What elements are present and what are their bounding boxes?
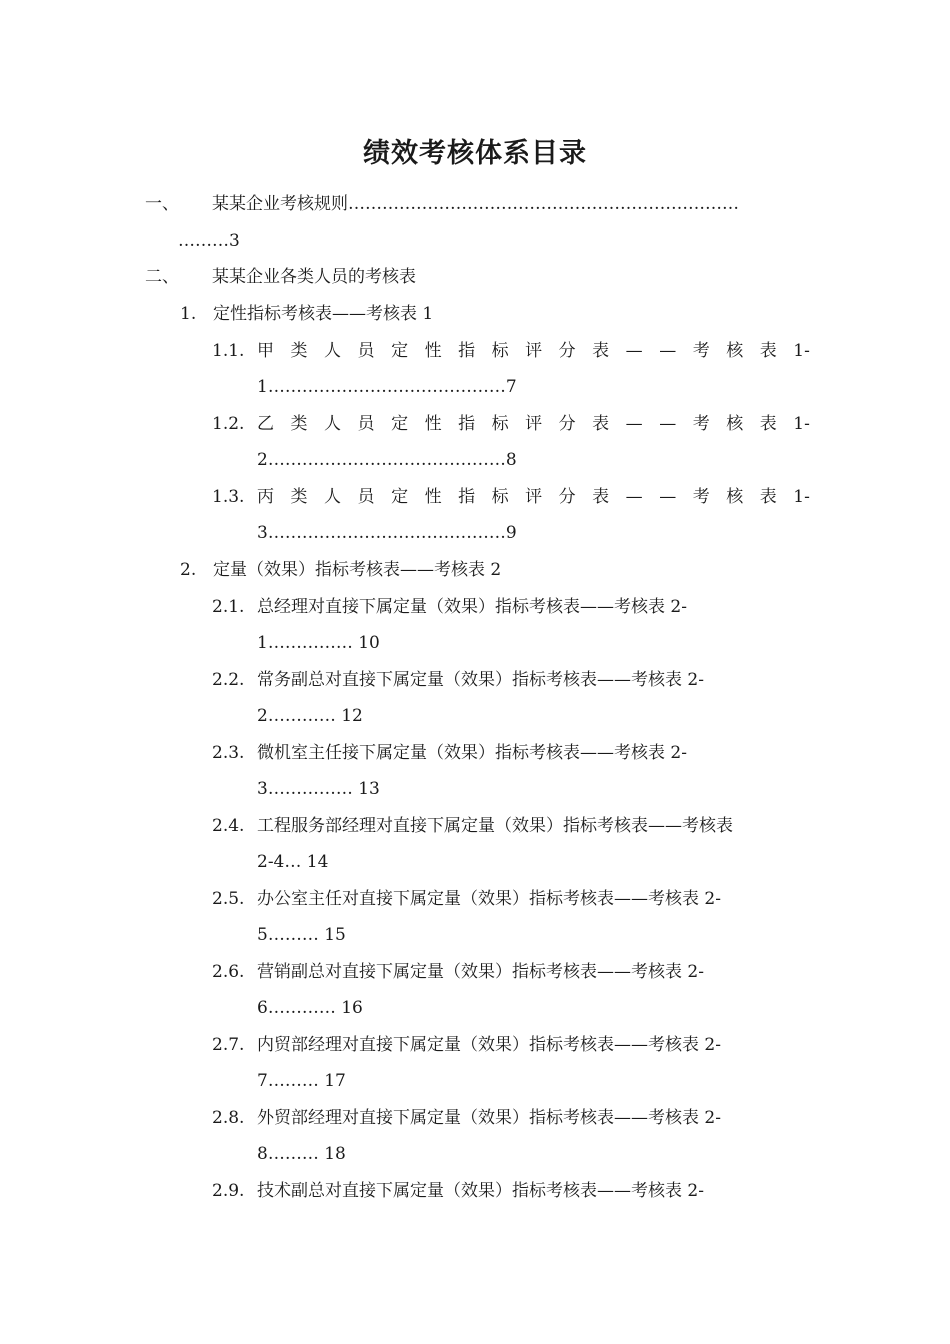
toc-entry-number: 2.2. [212,670,245,690]
toc-entry-char: 类 [290,341,308,361]
toc-entry-title: 常务副总对直接下属定量（效果）指标考核表——考核表 2- [257,670,704,690]
toc-entry-2-6-page: 6………… 16 [257,998,363,1018]
toc-entry-1-1[interactable] [212,340,810,362]
toc-entry-char: 核 [726,414,744,434]
toc-entry-2-8[interactable] [212,1107,810,1129]
toc-entry-2-5-page: 5……… 15 [257,925,346,945]
page-title: 绩效考核体系目录 [363,138,587,169]
toc-group-2[interactable] [180,559,810,581]
toc-entry-1-1-page: 1……………………………………7 [257,377,517,397]
toc-entry-char: 指 [458,341,476,361]
toc-entry-char: 员 [357,487,375,507]
toc-section-1[interactable] [145,193,810,215]
toc-group-title: 定性指标考核表——考核表 1 [213,304,434,324]
toc-section-1-page: ………3 [178,231,240,251]
toc-entry-title: 工程服务部经理对直接下属定量（效果）指标考核表——考核表 [257,816,733,836]
toc-entry-char: 性 [424,414,442,434]
toc-entry-char: 类 [290,487,308,507]
toc-entry-1-2-page: 2……………………………………8 [257,450,517,470]
toc-entry-char: 1- [793,341,810,361]
toc-entry-title [257,340,810,362]
toc-entry-char: 表 [759,414,777,434]
toc-entry-title [257,413,810,435]
toc-entry-char: 表 [759,487,777,507]
toc-entry-title: 外贸部经理对直接下属定量（效果）指标考核表——考核表 2- [257,1108,721,1128]
toc-entry-char: — [659,487,677,507]
toc-entry-number: 2.8. [212,1108,245,1128]
toc-group-title: 定量（效果）指标考核表——考核表 2 [213,560,502,580]
toc-entry-char: 员 [357,341,375,361]
toc-entry-char: 表 [592,414,610,434]
toc-entry-char: 标 [491,414,509,434]
toc-entry-1-3-page: 3……………………………………9 [257,523,517,543]
toc-entry-char: 考 [692,341,710,361]
toc-entry-number: 1.1. [212,341,245,361]
toc-group-number: 1. [180,304,197,324]
toc-entry-char: 分 [558,414,576,434]
toc-entry-title [257,486,810,508]
toc-entry-2-6[interactable] [212,961,810,983]
toc-entry-2-2[interactable] [212,669,810,691]
toc-entry-char: 员 [357,414,375,434]
toc-entry-2-7-page: 7……… 17 [257,1071,346,1091]
toc-entry-2-4-page: 2-4… 14 [257,852,329,872]
toc-entry-char: — [659,341,677,361]
toc-entry-char: 评 [525,487,543,507]
toc-group-number: 2. [180,560,197,580]
toc-entry-title: 微机室主任接下属定量（效果）指标考核表——考核表 2- [257,743,687,763]
toc-entry-2-8-page: 8……… 18 [257,1144,346,1164]
toc-entry-char: 人 [324,414,342,434]
toc-entry-char: 评 [525,414,543,434]
toc-entry-title: 内贸部经理对直接下属定量（效果）指标考核表——考核表 2- [257,1035,721,1055]
toc-entry-char: 乙 [257,414,274,434]
toc-entry-char: 表 [592,341,610,361]
toc-entry-char: 核 [726,487,744,507]
toc-entry-number: 1.3. [212,487,245,507]
toc-entry-title: 总经理对直接下属定量（效果）指标考核表——考核表 2- [257,597,687,617]
toc-entry-char: 人 [324,487,342,507]
toc-entry-2-7[interactable] [212,1034,810,1056]
toc-section-2[interactable] [145,266,810,288]
toc-entry-char: — [625,487,643,507]
toc-entry-char: 考 [692,487,710,507]
toc-entry-number: 2.3. [212,743,245,763]
toc-entry-2-3-page: 3…………… 13 [257,779,380,799]
toc-entry-char: — [659,414,677,434]
toc-entry-title: 办公室主任对直接下属定量（效果）指标考核表——考核表 2- [257,889,721,909]
toc-entry-char: 1- [793,414,810,434]
toc-entry-char: — [625,341,643,361]
toc-entry-char: 类 [290,414,308,434]
toc-section-number: 一、 [145,194,179,214]
toc-entry-char: 人 [324,341,342,361]
toc-entry-number: 2.9. [212,1181,245,1201]
toc-entry-char: 丙 [257,487,274,507]
toc-entry-number: 2.5. [212,889,245,909]
toc-entry-number: 1.2. [212,414,245,434]
toc-entry-char: 指 [458,487,476,507]
toc-entry-number: 2.4. [212,816,245,836]
toc-entry-number: 2.6. [212,962,245,982]
toc-entry-char: — [625,414,643,434]
toc-entry-number: 2.7. [212,1035,245,1055]
toc-entry-number: 2.1. [212,597,245,617]
toc-entry-char: 性 [424,487,442,507]
toc-entry-char: 表 [759,341,777,361]
toc-entry-2-1[interactable] [212,596,810,618]
toc-entry-char: 定 [391,414,409,434]
toc-entry-char: 1- [793,487,810,507]
toc-entry-char: 分 [558,341,576,361]
toc-entry-char: 评 [525,341,543,361]
toc-entry-char: 分 [558,487,576,507]
toc-entry-1-2[interactable] [212,413,810,435]
toc-entry-char: 标 [491,487,509,507]
toc-entry-char: 核 [726,341,744,361]
toc-group-1[interactable] [180,303,810,325]
toc-entry-2-5[interactable] [212,888,810,910]
toc-section-title: 某某企业各类人员的考核表 [212,267,416,287]
toc-entry-2-4[interactable] [212,815,810,837]
toc-section-title: 某某企业考核规则…………………………………………………………… [212,194,739,214]
toc-entry-2-9[interactable] [212,1180,810,1202]
toc-entry-char: 定 [391,341,409,361]
toc-entry-char: 表 [592,487,610,507]
toc-entry-2-3[interactable] [212,742,810,764]
toc-entry-title: 营销副总对直接下属定量（效果）指标考核表——考核表 2- [257,962,704,982]
toc-entry-title: 技术副总对直接下属定量（效果）指标考核表——考核表 2- [257,1181,704,1201]
toc-entry-char: 定 [391,487,409,507]
toc-entry-1-3[interactable] [212,486,810,508]
toc-entry-char: 考 [692,414,710,434]
toc-entry-char: 指 [458,414,476,434]
toc-entry-char: 甲 [257,341,274,361]
toc-entry-char: 性 [424,341,442,361]
toc-entry-2-1-page: 1…………… 10 [257,633,380,653]
toc-entry-char: 标 [491,341,509,361]
toc-section-number: 二、 [145,267,179,287]
toc-entry-2-2-page: 2………… 12 [257,706,363,726]
